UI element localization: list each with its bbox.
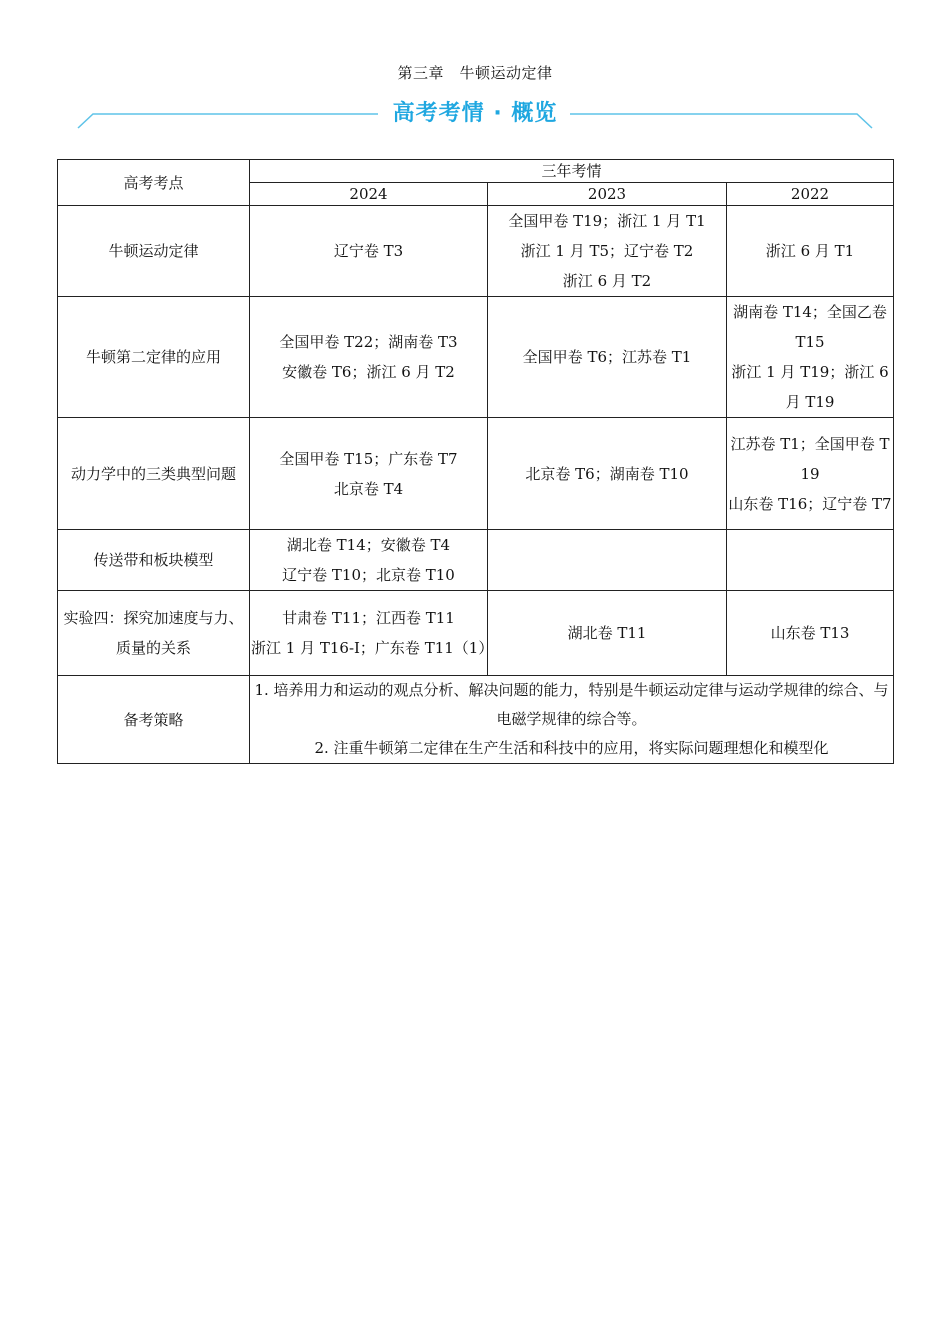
header-year-2023: 2023 [488,183,727,206]
header-topic: 高考考点 [58,160,250,206]
exam-entry: 湖北卷 T11 [567,624,647,642]
exam-entry: 全国甲卷 T19；浙江 1 月 T1 [508,212,706,230]
topic-cell: 牛顿运动定律 [58,206,250,297]
cell-2022 [727,297,894,418]
topic-cell: 传送带和板块模型 [58,530,250,591]
table-header-row [58,160,894,183]
exam-entry: 辽宁卷 T10；北京卷 T10 [282,566,455,584]
table-row [58,530,894,591]
cell-2023 [488,206,727,297]
cell-2023 [488,418,727,530]
header-three-years: 三年考情 [250,160,894,183]
exam-entry: 浙江 1 月 T19；浙江 6 月 T19 [731,363,889,411]
exam-entry: 浙江 1 月 T5；辽宁卷 T2 [520,242,694,260]
exam-entry: 浙江 6 月 T1 [765,242,855,260]
header-year-2024: 2024 [250,183,488,206]
exam-entry: 甘肃卷 T11；江西卷 T11 [282,609,455,627]
strategy-line: 1. 培养用力和运动的观点分析、解决问题的能力，特别是牛顿运动定律与运动学规律的综合、与电磁学规律的综合等。 [254,681,889,728]
cell-2024 [250,206,488,297]
topic-cell: 牛顿第二定律的应用 [58,297,250,418]
cell-2022 [727,206,894,297]
exam-entry: 安徽卷 T6；浙江 6 月 T2 [282,363,455,381]
exam-entry: 湖南卷 T14；全国乙卷 T15 [733,303,887,351]
cell-2022 [727,530,894,591]
table-row [58,591,894,676]
exam-entry: 江苏卷 T1；全国甲卷 T19 [730,434,890,483]
strategy-row [58,676,894,764]
exam-entry: 辽宁卷 T3 [333,242,404,260]
exam-overview-table [57,159,894,764]
header-year-2022: 2022 [727,183,894,206]
strategy-content [250,676,894,764]
chapter-title: 第三章 牛顿运动定律 [397,64,553,82]
cell-2023 [488,591,727,676]
exam-entry: 全国甲卷 T22；湖南卷 T3 [279,333,458,351]
exam-entry: 北京卷 T4 [333,479,404,498]
banner [0,92,950,134]
topic-cell: 动力学中的三类典型问题 [58,418,250,530]
exam-entry: 北京卷 T6；湖南卷 T10 [525,464,689,483]
exam-entry: 全国甲卷 T6；江苏卷 T1 [522,348,692,366]
table-row [58,418,894,530]
banner-title: 高考考情 · 概览 [392,101,558,126]
cell-2024 [250,591,494,676]
cell-2024 [250,418,488,530]
cell-2023 [488,530,727,591]
strategy-line: 2. 注重牛顿第二定律在生产生活和科技中的应用，将实际问题理想化和模型化 [314,739,829,757]
cell-2024 [250,297,488,418]
exam-entry: 浙江 1 月 T16-I；广东卷 T11（1） [251,639,494,657]
cell-2022 [727,591,894,676]
cell-2023 [488,297,727,418]
table-row [58,297,894,418]
exam-entry: 山东卷 T16；辽宁卷 T7 [728,494,892,513]
exam-entry: 山东卷 T13 [770,624,850,642]
table-row [58,206,894,297]
exam-entry: 湖北卷 T14；安徽卷 T4 [286,536,451,554]
strategy-label: 备考策略 [58,676,250,764]
topic-cell: 实验四：探究加速度与力、质量的关系 [58,591,250,676]
cell-2022 [727,418,894,530]
cell-2024 [250,530,488,591]
exam-entry: 全国甲卷 T15；广东卷 T7 [279,449,458,468]
exam-entry: 浙江 6 月 T2 [562,272,652,290]
